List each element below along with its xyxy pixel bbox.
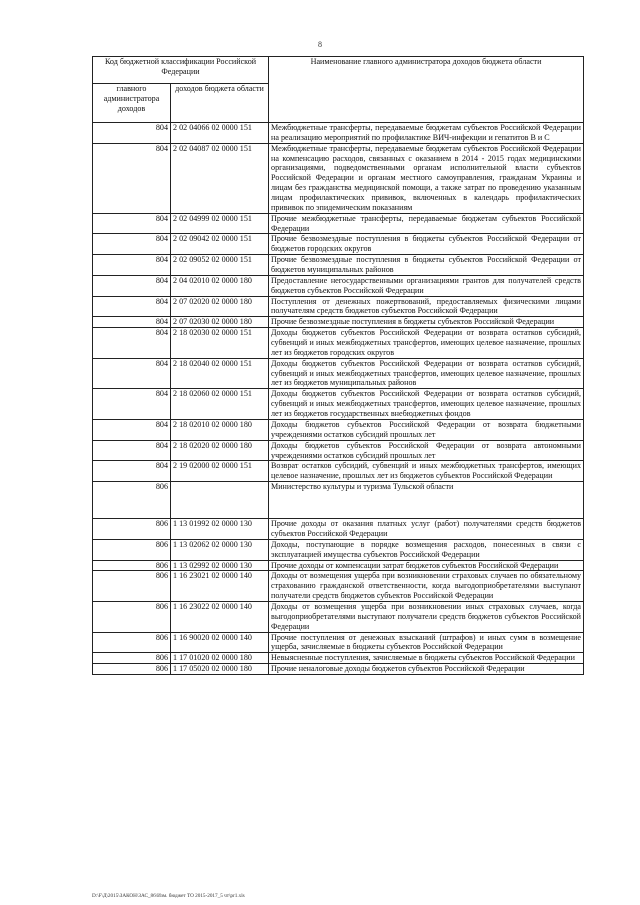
admin-code-cell: 804: [93, 440, 171, 461]
income-name-cell: Прочие неналоговые доходы бюджетов субъектов Российской Федерации: [269, 664, 584, 675]
income-name-cell: Прочие безвозмездные поступления в бюджеты субъектов Российской Федерации от бюджетов муниципальных районов: [269, 255, 584, 276]
table-row: [93, 653, 584, 664]
admin-code-cell: 806: [93, 560, 171, 571]
table-row: [93, 632, 584, 653]
section-title-cell: Министерство культуры и туризма Тульской области: [269, 482, 584, 519]
income-name-cell: Доходы бюджетов субъектов Российской Федерации от возврата автономными учреждениями остатков субсидий прошлых лет: [269, 440, 584, 461]
table-row: [93, 143, 584, 213]
table-row: [93, 461, 584, 482]
income-name-cell: Межбюджетные трансферты, передаваемые бюджетам субъектов Российской Федерации на компенсацию расходов, связанных с оказанием в 2014 - 2015 годах медицинскими организациями, подведомственными органам исполнительной власти субъектов Российской Федерации и органам местного самоуправления, гражданам Украины и лицам без гражданства медицинской помощи, а также затрат по проведению указанным лицам профилактических прививок, включенных в календарь профилактических прививок по эпидемическим показаниям: [269, 143, 584, 213]
income-code-cell: 2 02 04066 02 0000 151: [171, 123, 269, 144]
admin-code-cell: 806: [93, 482, 171, 519]
income-code-cell: 2 07 02030 02 0000 180: [171, 317, 269, 328]
admin-code-cell: 804: [93, 389, 171, 420]
income-code-cell: 1 16 23021 02 0000 140: [171, 571, 269, 602]
income-name-cell: Прочие безвозмездные поступления в бюджеты субъектов Российской Федерации: [269, 317, 584, 328]
income-name-cell: Прочие безвозмездные поступления в бюджеты субъектов Российской Федерации от бюджетов городских округов: [269, 234, 584, 255]
table-row: [93, 296, 584, 317]
budget-classification-table: [92, 56, 584, 675]
header-income-column: доходов бюджета области: [171, 84, 269, 123]
table-row: [93, 123, 584, 144]
table-row: [93, 317, 584, 328]
income-name-cell: Доходы бюджетов субъектов Российской Федерации от возврата бюджетными учреждениями остатков субсидий прошлых лет: [269, 419, 584, 440]
income-code-cell: 1 13 01992 02 0000 130: [171, 519, 269, 540]
admin-code-cell: 804: [93, 317, 171, 328]
income-code-cell: 2 18 02060 02 0000 151: [171, 389, 269, 420]
income-name-cell: Доходы от возмещения ущерба при возникновении страховых случаев по обязательному страхованию гражданской ответственности, когда выгодоприобретателями выступают получатели средств бюджетов субъектов Российской Федерации: [269, 571, 584, 602]
income-name-cell: Прочие межбюджетные трансферты, передаваемые бюджетам субъектов Российской Федерации: [269, 213, 584, 234]
income-name-cell: Прочие поступления от денежных взысканий (штрафов) и иных сумм в возмещение ущерба, зачисляемые в бюджеты субъектов Российской Федерации: [269, 632, 584, 653]
page-number: 8: [318, 40, 322, 49]
income-code-cell: 2 18 02010 02 0000 180: [171, 419, 269, 440]
income-code-cell: 2 02 09042 02 0000 151: [171, 234, 269, 255]
table-section-row: [93, 482, 584, 519]
table-row: [93, 275, 584, 296]
admin-code-cell: 804: [93, 358, 171, 389]
income-name-cell: Доходы, поступающие в порядке возмещения расходов, понесенных в связи с эксплуатацией имущества субъектов Российской Федерации: [269, 539, 584, 560]
income-code-cell: 1 16 23022 02 0000 140: [171, 601, 269, 632]
income-code-cell: 2 02 09052 02 0000 151: [171, 255, 269, 276]
admin-code-cell: 804: [93, 419, 171, 440]
income-name-cell: Прочие доходы от компенсации затрат бюджетов субъектов Российской Федерации: [269, 560, 584, 571]
admin-code-cell: 806: [93, 519, 171, 540]
income-name-cell: Возврат остатков субсидий, субвенций и иных межбюджетных трансфертов, имеющих целевое назначение, прошлых лет из бюджетов субъектов Российской Федерации: [269, 461, 584, 482]
income-code-cell: 2 18 02020 02 0000 180: [171, 440, 269, 461]
file-path: D:\F\Д\2015\ЗАКОН\ЗАС_86\Изм. бюджет ТО 2015-2017_5 чт\pr1.xls: [92, 893, 245, 899]
table-row: [93, 255, 584, 276]
income-name-cell: Предоставление негосударственными организациями грантов для получателей средств бюджетов субъектов Российской Федерации: [269, 275, 584, 296]
table-header-row: [93, 57, 584, 84]
header-code-group: Код бюджетной классификации Российской Федерации: [93, 57, 269, 84]
income-code-cell: 2 07 02020 02 0000 180: [171, 296, 269, 317]
admin-code-cell: 804: [93, 461, 171, 482]
admin-code-cell: 804: [93, 275, 171, 296]
table-row: [93, 440, 584, 461]
income-code-cell: 1 13 02992 02 0000 130: [171, 560, 269, 571]
income-code-cell: [171, 482, 269, 519]
income-name-cell: Доходы бюджетов субъектов Российской Федерации от возврата остатков субсидий, субвенций и иных межбюджетных трансфертов, имеющих целевое назначение, прошлых лет из бюджетов городских округов: [269, 328, 584, 359]
income-name-cell: Невыясненные поступления, зачисляемые в бюджеты субъектов Российской Федерации: [269, 653, 584, 664]
table-row: [93, 601, 584, 632]
table-row: [93, 571, 584, 602]
income-name-cell: Доходы от возмещения ущерба при возникновении иных страховых случаев, когда выгодоприобретателями выступают получатели средств бюджетов субъектов Российской Федерации: [269, 601, 584, 632]
income-name-cell: Межбюджетные трансферты, передаваемые бюджетам субъектов Российской Федерации на реализацию мероприятий по профилактике ВИЧ-инфекции и гепатитов В и С: [269, 123, 584, 144]
admin-code-cell: 804: [93, 255, 171, 276]
admin-code-cell: 804: [93, 143, 171, 213]
admin-code-cell: 804: [93, 123, 171, 144]
income-code-cell: 2 04 02010 02 0000 180: [171, 275, 269, 296]
table-row: [93, 519, 584, 540]
admin-code-cell: 806: [93, 664, 171, 675]
table-row: [93, 234, 584, 255]
income-code-cell: 2 02 04087 02 0000 151: [171, 143, 269, 213]
table-row: [93, 560, 584, 571]
income-code-cell: 1 17 05020 02 0000 180: [171, 664, 269, 675]
table-row: [93, 213, 584, 234]
table-row: [93, 419, 584, 440]
table-body: [93, 123, 584, 675]
admin-code-cell: 804: [93, 213, 171, 234]
income-code-cell: 2 18 02030 02 0000 151: [171, 328, 269, 359]
income-name-cell: Доходы бюджетов субъектов Российской Федерации от возврата остатков субсидий, субвенций и иных межбюджетных трансфертов, имеющих целевое назначение, прошлых лет из бюджетов государственных внебюджетных фондов: [269, 389, 584, 420]
admin-code-cell: 806: [93, 632, 171, 653]
income-code-cell: 1 13 02062 02 0000 130: [171, 539, 269, 560]
table-row: [93, 389, 584, 420]
income-name-cell: Поступления от денежных пожертвований, предоставляемых физическими лицами получателям средств бюджетов субъектов Российской Федерации: [269, 296, 584, 317]
income-name-cell: Доходы бюджетов субъектов Российской Федерации от возврата остатков субсидий, субвенций и иных межбюджетных трансфертов, имеющих целевое назначение, прошлых лет из бюджетов муниципальных районов: [269, 358, 584, 389]
table-row: [93, 358, 584, 389]
admin-code-cell: 806: [93, 653, 171, 664]
table-row: [93, 664, 584, 675]
table-row: [93, 539, 584, 560]
income-code-cell: 2 19 02000 02 0000 151: [171, 461, 269, 482]
income-name-cell: Прочие доходы от оказания платных услуг (работ) получателями средств бюджетов субъектов Российской Федерации: [269, 519, 584, 540]
income-code-cell: 2 02 04999 02 0000 151: [171, 213, 269, 234]
admin-code-cell: 806: [93, 571, 171, 602]
header-admin-column: главного администратора доходов: [93, 84, 171, 123]
income-code-cell: 1 16 90020 02 0000 140: [171, 632, 269, 653]
admin-code-cell: 804: [93, 296, 171, 317]
admin-code-cell: 804: [93, 234, 171, 255]
admin-code-cell: 806: [93, 601, 171, 632]
income-code-cell: 1 17 01020 02 0000 180: [171, 653, 269, 664]
table-row: [93, 328, 584, 359]
header-name-column: Наименование главного администратора доходов бюджета области: [269, 57, 584, 123]
admin-code-cell: 806: [93, 539, 171, 560]
income-code-cell: 2 18 02040 02 0000 151: [171, 358, 269, 389]
admin-code-cell: 804: [93, 328, 171, 359]
